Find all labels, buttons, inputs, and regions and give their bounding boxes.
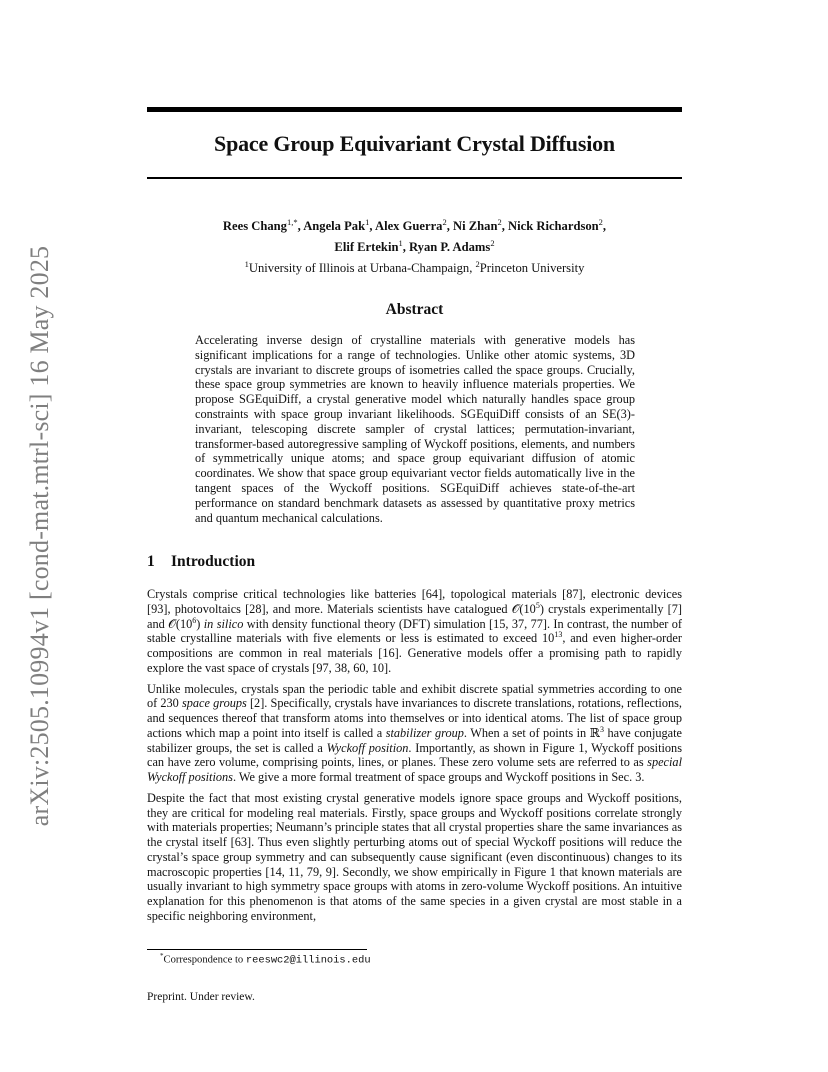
text-span: ) [196, 616, 204, 631]
footnote-mark: * [160, 952, 164, 960]
abstract-body [195, 333, 635, 525]
author-affiliation-mark: 1 [398, 238, 403, 249]
paper-title: Space Group Equivariant Crystal Diffusion [214, 131, 615, 156]
text-span: , and even higher-order compositions are common in real materials [16]. Generative models offer a promising path to rapidly explore the vast space of crystals [97, 38, 60, 10]. [147, 631, 682, 675]
abstract-heading: Abstract [385, 301, 444, 318]
text-span: [2]. Specifically, crystals have invariances to discrete translations, rotations, reflections, and sequences thereof that transform atoms into themselves or into identical atoms. The list of space group actions which map a point into itself is called a [147, 696, 682, 740]
footnote-rule [147, 949, 367, 950]
footnote [160, 952, 371, 967]
author-name: Angela Pak [303, 219, 366, 234]
author-names: Rees Chang$^{1,*}$, Angela Pak$^1$, Alex Guerra$^2$, Ni Zhan$^2$, Nick Richardson$^2$, Elif Ertekin$^1$, Ryan P. Adams$^2$ [222, 217, 607, 255]
abstract-text: Accelerating inverse design of crystalline materials with generative models has significant implications for a range of technologies. Unlike other atomic systems, 3D crystals are invariant to discrete groups of isometries called the space groups. Crucially, these space group symmetries are known to heavily influence materials properties. We propose SGEquiDiff, a crystal generative model which naturally handles space group constraints with space group invariant likelihoods. SGEquiDiff consists of an SE(3)-invariant, telescoping discrete sampler of crystal lattices; permutation-invariant, transformer-based autoregressive sampling of Wyckoff positions, elements, and numbers of symmetrically unique atoms; and space group equivariant diffusion of atomic coordinates. We show that space group equivariant vector fields automatically live in the tangent spaces of the Wyckoff positions. SGEquiDiff achieves state-of-the-art performance on standard benchmark datasets as assessed by quantitative proxy metrics and quantum mechanical calculations. [195, 333, 635, 525]
author-name: Elif Ertekin [334, 240, 399, 255]
affiliations [147, 256, 682, 277]
paragraph-3: Despite the fact that most existing crystal generative models ignore space groups and Wyckoff positions, they are critical for modeling real materials. Firstly, space groups and Wyckoff positions correlate strongly with materials properties; Neumann’s principle states that all crystal properties share the same invariances as the crystal itself [63]. Thus even slightly perturbing atoms out of special Wyckoff positions will reduce the crystal’s space group symmetry and can subsequently cause significant (even discontinuous) changes to its macroscopic properties [14, 11, 79, 9]. Secondly, we show empirically in Figure 1 that known materials are usually invariant to high symmetry space groups with atoms in zero-volume Wyckoff positions. An intuitive explanation for this phenomenon is that atoms of the same species in a given crystal are most stable in a specific neighboring environment, [147, 790, 682, 923]
section-title: Introduction [171, 553, 256, 570]
text-span: . Importantly, as shown in Figure 1, Wyckoff positions can have zero volume, comprising points, lines, or planes. These zero volume sets are referred to as [147, 740, 682, 770]
exponent: 5 [535, 600, 540, 610]
section-number: 1 [147, 553, 155, 570]
arxiv-id: arXiv:2505.10994v1 [cond-mat.mtrl-sci] 16 May 2025 [25, 245, 55, 827]
italic-term: space groups [181, 696, 247, 711]
text-span: with density functional theory (DFT) simulation [15, 37, 77]. In contrast, the number of stable crystalline materials with five elements or less is estimated to exceed 10 [147, 616, 683, 646]
affiliation-1: University of Illinois at Urbana-Champaign, [248, 261, 473, 276]
introduction-body [147, 587, 682, 930]
author-name: Nick Richardson [508, 219, 599, 234]
author-name: Ryan P. Adams [409, 240, 491, 255]
italic-term: special Wyckoff positions [147, 755, 682, 784]
author-affiliation-mark: 2 [598, 217, 603, 227]
exponent: 13 [554, 630, 563, 640]
exponent: 3 [599, 724, 604, 734]
affiliation-mark: 2 [475, 259, 480, 270]
text-span: . We give a more formal treatment of space groups and Wyckoff positions in Sec. 3. [232, 770, 645, 784]
italic-term: Wyckoff position [326, 740, 409, 755]
paragraph-2 [147, 682, 682, 785]
arxiv-sidebar-stamp [14, 232, 66, 840]
author-affiliation-mark: 2 [442, 217, 447, 227]
text-span: have conjugate stabilizer groups, the set is called a [147, 725, 682, 755]
email-link[interactable]: reeswc2@illinois.edu [245, 954, 371, 967]
affiliation-2: Princeton University [479, 261, 585, 276]
section-heading-introduction [147, 553, 255, 571]
text-span: . When a set of points in ℝ [463, 725, 600, 740]
title-top-rule [147, 107, 682, 112]
affiliation-mark: 1 [244, 259, 249, 270]
preprint-note: Preprint. Under review. [147, 991, 255, 1003]
author-affiliation-mark: 1 [365, 217, 370, 227]
author-name: Alex Guerra [374, 219, 443, 234]
italic-term: in silico [203, 616, 244, 631]
text-span: Unlike molecules, crystals span the periodic table and exhibit discrete spatial symmetries according to one of 230 [147, 681, 682, 711]
author-affiliation-mark: 1,* [286, 217, 298, 227]
author-affiliation-mark: 2 [490, 238, 495, 249]
footnote-text: Correspondence to [163, 954, 246, 966]
text-span: ) crystals experimentally [7] and 𝒪(10 [147, 601, 682, 631]
italic-term: stabilizer group [385, 725, 464, 740]
author-name: Ni Zhan [453, 219, 498, 234]
author-block [147, 214, 682, 278]
exponent: 6 [192, 615, 197, 625]
paragraph-1 [147, 587, 682, 676]
author-affiliation-mark: 2 [497, 217, 502, 227]
text-span: Crystals comprise critical technologies like batteries [64], topological materials [87], electronic devices [93], photovoltaics [28], and more. Materials scientists have catalogued 𝒪(10 [147, 587, 682, 616]
author-name: Rees Chang [222, 219, 287, 234]
title-bottom-rule [147, 177, 682, 179]
